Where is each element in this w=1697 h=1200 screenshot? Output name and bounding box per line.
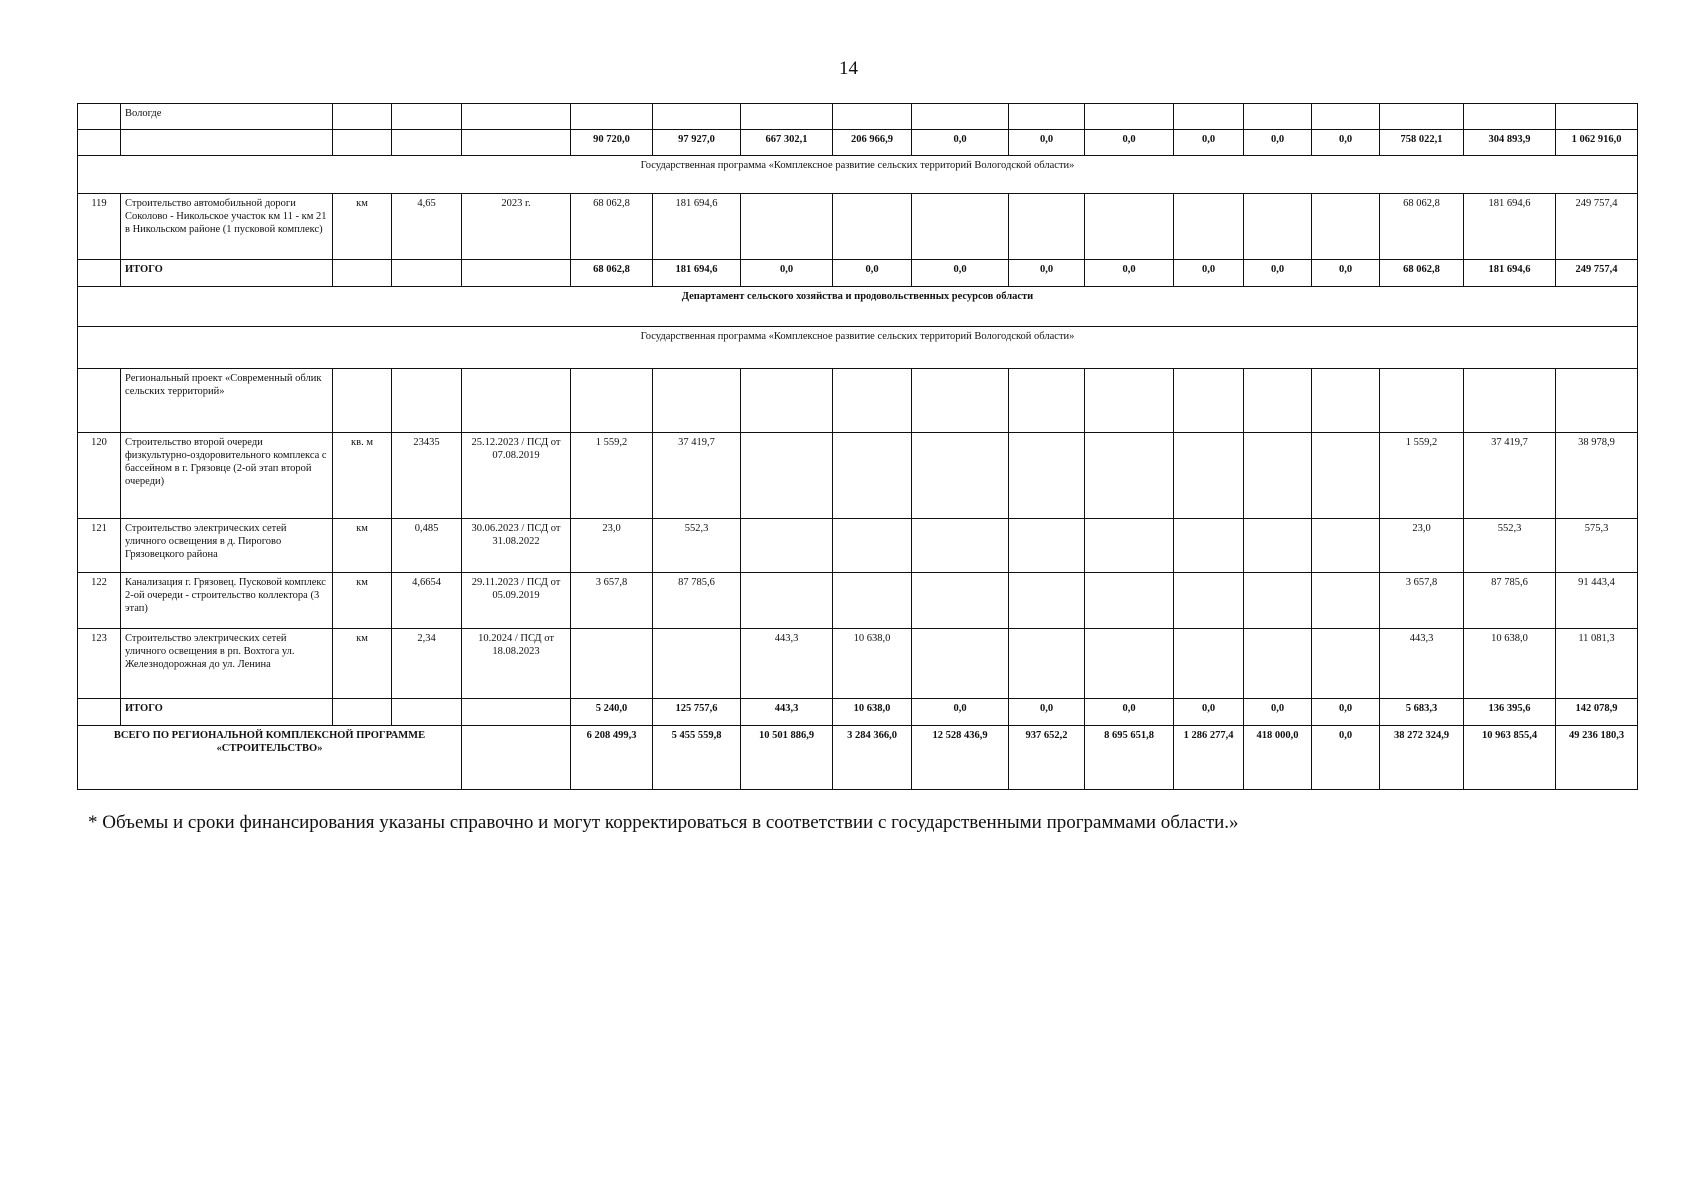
value-cell: 68 062,8	[571, 194, 653, 260]
value-cell: 91 443,4	[1556, 573, 1638, 629]
value-cell: 0,0	[1009, 260, 1085, 287]
value-cell: 0,0	[1244, 130, 1312, 156]
unit-cell: кв. м	[333, 433, 392, 519]
subtotal-row	[78, 699, 1638, 726]
value-cell: 181 694,6	[653, 194, 741, 260]
value-cell	[1244, 194, 1312, 260]
value-cell	[833, 433, 912, 519]
value-cell: 5 240,0	[571, 699, 653, 726]
value-cell	[833, 519, 912, 573]
value-cell: 87 785,6	[1464, 573, 1556, 629]
value-cell: 68 062,8	[1380, 194, 1464, 260]
value-cell	[1174, 519, 1244, 573]
row-number: 119	[78, 194, 121, 260]
value-cell	[912, 629, 1009, 699]
table-row	[78, 104, 1638, 130]
subtotal-label: ИТОГО	[121, 699, 333, 726]
value-cell: 181 694,6	[1464, 260, 1556, 287]
value-cell	[1312, 629, 1380, 699]
value-cell: 0,0	[1085, 699, 1174, 726]
term-cell: 25.12.2023 / ПСД от 07.08.2019	[462, 433, 571, 519]
value-cell: 12 528 436,9	[912, 726, 1009, 790]
subtotal-row	[78, 260, 1638, 287]
value-cell: 418 000,0	[1244, 726, 1312, 790]
table-row	[78, 194, 1638, 260]
value-cell	[833, 573, 912, 629]
value-cell: 443,3	[741, 699, 833, 726]
value-cell	[571, 629, 653, 699]
value-cell: 0,0	[1085, 260, 1174, 287]
value-cell	[1009, 573, 1085, 629]
section-title: Государственная программа «Комплексное развитие сельских территорий Вологодской области»	[78, 156, 1638, 194]
value-cell: 181 694,6	[1464, 194, 1556, 260]
value-cell: 758 022,1	[1380, 130, 1464, 156]
section-title: Государственная программа «Комплексное развитие сельских территорий Вологодской области»	[78, 327, 1638, 369]
row-number: 122	[78, 573, 121, 629]
value-cell	[912, 433, 1009, 519]
object-name: Канализация г. Грязовец. Пусковой комплекс 2-ой очереди - строительство коллектора (3 этап)	[121, 573, 333, 629]
value-cell: 0,0	[1312, 726, 1380, 790]
value-cell: 0,0	[912, 699, 1009, 726]
object-name: Вологде	[121, 104, 333, 130]
value-cell	[1312, 519, 1380, 573]
value-cell	[1085, 194, 1174, 260]
value-cell: 10 501 886,9	[741, 726, 833, 790]
value-cell: 5 683,3	[1380, 699, 1464, 726]
value-cell	[912, 573, 1009, 629]
term-cell: 30.06.2023 / ПСД от 31.08.2022	[462, 519, 571, 573]
value-cell: 667 302,1	[741, 130, 833, 156]
value-cell	[1085, 433, 1174, 519]
term-cell: 10.2024 / ПСД от 18.08.2023	[462, 629, 571, 699]
value-cell	[1009, 629, 1085, 699]
value-cell: 443,3	[741, 629, 833, 699]
value-cell: 1 559,2	[571, 433, 653, 519]
value-cell: 3 657,8	[1380, 573, 1464, 629]
value-cell: 937 652,2	[1009, 726, 1085, 790]
value-cell: 11 081,3	[1556, 629, 1638, 699]
footnote: * Объемы и сроки финансирования указаны справочно и могут корректироваться в соответствии с государственными программами области.»	[88, 812, 1239, 833]
value-cell	[1244, 519, 1312, 573]
value-cell: 0,0	[1174, 130, 1244, 156]
value-cell: 1 286 277,4	[1174, 726, 1244, 790]
value-cell: 206 966,9	[833, 130, 912, 156]
value-cell	[741, 573, 833, 629]
value-cell: 23,0	[1380, 519, 1464, 573]
value-cell	[1174, 194, 1244, 260]
value-cell	[1085, 519, 1174, 573]
value-cell: 87 785,6	[653, 573, 741, 629]
value-cell: 249 757,4	[1556, 194, 1638, 260]
capacity-cell: 2,34	[392, 629, 462, 699]
value-cell	[741, 433, 833, 519]
value-cell: 10 963 855,4	[1464, 726, 1556, 790]
unit-cell: км	[333, 194, 392, 260]
value-cell: 68 062,8	[571, 260, 653, 287]
value-cell: 38 978,9	[1556, 433, 1638, 519]
table-row	[78, 519, 1638, 573]
subtotal-label: ИТОГО	[121, 260, 333, 287]
term-cell: 2023 г.	[462, 194, 571, 260]
value-cell: 97 927,0	[653, 130, 741, 156]
value-cell: 0,0	[1009, 699, 1085, 726]
value-cell: 136 395,6	[1464, 699, 1556, 726]
value-cell	[741, 194, 833, 260]
value-cell	[1009, 194, 1085, 260]
value-cell: 0,0	[1312, 699, 1380, 726]
value-cell: 0,0	[1312, 260, 1380, 287]
value-cell: 575,3	[1556, 519, 1638, 573]
table-row	[78, 369, 1638, 433]
object-name: Строительство автомобильной дороги Соколово - Никольское участок км 11 - км 21 в Никольском районе (1 пусковой комплекс)	[121, 194, 333, 260]
value-cell: 37 419,7	[653, 433, 741, 519]
value-cell: 1 062 916,0	[1556, 130, 1638, 156]
value-cell: 181 694,6	[653, 260, 741, 287]
value-cell: 10 638,0	[1464, 629, 1556, 699]
value-cell	[1312, 194, 1380, 260]
value-cell	[1244, 573, 1312, 629]
value-cell: 0,0	[1085, 130, 1174, 156]
unit-cell: км	[333, 573, 392, 629]
value-cell: 3 284 366,0	[833, 726, 912, 790]
value-cell: 443,3	[1380, 629, 1464, 699]
value-cell	[1085, 573, 1174, 629]
value-cell	[1312, 573, 1380, 629]
capacity-cell: 23435	[392, 433, 462, 519]
section-row	[78, 287, 1638, 327]
value-cell	[912, 194, 1009, 260]
value-cell	[1312, 433, 1380, 519]
table-row	[78, 629, 1638, 699]
value-cell: 49 236 180,3	[1556, 726, 1638, 790]
table-row	[78, 433, 1638, 519]
capacity-cell: 0,485	[392, 519, 462, 573]
table-row	[78, 130, 1638, 156]
grand-total-label: ВСЕГО ПО РЕГИОНАЛЬНОЙ КОМПЛЕКСНОЙ ПРОГРАММЕ «СТРОИТЕЛЬСТВО»	[78, 726, 462, 790]
value-cell	[1009, 433, 1085, 519]
grand-total-row	[78, 726, 1638, 790]
value-cell	[1244, 433, 1312, 519]
value-cell	[1085, 629, 1174, 699]
value-cell: 0,0	[1174, 260, 1244, 287]
value-cell	[653, 629, 741, 699]
value-cell: 552,3	[1464, 519, 1556, 573]
value-cell: 0,0	[741, 260, 833, 287]
budget-table	[77, 103, 1638, 790]
unit-cell: км	[333, 519, 392, 573]
value-cell: 6 208 499,3	[571, 726, 653, 790]
value-cell: 0,0	[833, 260, 912, 287]
value-cell	[1174, 629, 1244, 699]
object-name: Строительство электрических сетей уличного освещения в д. Пирогово Грязовецкого района	[121, 519, 333, 573]
value-cell: 0,0	[1312, 130, 1380, 156]
page-number: 14	[839, 58, 858, 79]
row-number: 120	[78, 433, 121, 519]
value-cell: 552,3	[653, 519, 741, 573]
value-cell	[1009, 519, 1085, 573]
value-cell: 8 695 651,8	[1085, 726, 1174, 790]
table-row	[78, 573, 1638, 629]
value-cell	[833, 194, 912, 260]
section-row	[78, 327, 1638, 369]
value-cell: 0,0	[1244, 699, 1312, 726]
value-cell	[741, 519, 833, 573]
project-name: Региональный проект «Современный облик сельских территорий»	[121, 369, 333, 433]
value-cell: 3 657,8	[571, 573, 653, 629]
value-cell: 0,0	[1174, 699, 1244, 726]
value-cell: 0,0	[912, 260, 1009, 287]
value-cell: 5 455 559,8	[653, 726, 741, 790]
value-cell: 0,0	[912, 130, 1009, 156]
value-cell	[1174, 433, 1244, 519]
value-cell	[1174, 573, 1244, 629]
value-cell: 37 419,7	[1464, 433, 1556, 519]
capacity-cell: 4,65	[392, 194, 462, 260]
value-cell	[912, 519, 1009, 573]
term-cell: 29.11.2023 / ПСД от 05.09.2019	[462, 573, 571, 629]
value-cell: 1 559,2	[1380, 433, 1464, 519]
value-cell: 10 638,0	[833, 629, 912, 699]
value-cell: 0,0	[1009, 130, 1085, 156]
object-name: Строительство электрических сетей уличного освещения в рп. Вохтога ул. Железнодорожная до ул. Ленина	[121, 629, 333, 699]
value-cell: 23,0	[571, 519, 653, 573]
object-name: Строительство второй очереди физкультурно-оздоровительного комплекса с бассейном в г. Грязовце (2-ой этап второй очереди)	[121, 433, 333, 519]
unit-cell: км	[333, 629, 392, 699]
value-cell: 249 757,4	[1556, 260, 1638, 287]
row-number: 121	[78, 519, 121, 573]
section-row	[78, 156, 1638, 194]
value-cell: 68 062,8	[1380, 260, 1464, 287]
value-cell: 142 078,9	[1556, 699, 1638, 726]
value-cell: 125 757,6	[653, 699, 741, 726]
section-title: Департамент сельского хозяйства и продовольственных ресурсов области	[78, 287, 1638, 327]
value-cell: 90 720,0	[571, 130, 653, 156]
capacity-cell: 4,6654	[392, 573, 462, 629]
value-cell	[1244, 629, 1312, 699]
value-cell: 10 638,0	[833, 699, 912, 726]
row-number: 123	[78, 629, 121, 699]
value-cell: 304 893,9	[1464, 130, 1556, 156]
value-cell: 38 272 324,9	[1380, 726, 1464, 790]
value-cell: 0,0	[1244, 260, 1312, 287]
